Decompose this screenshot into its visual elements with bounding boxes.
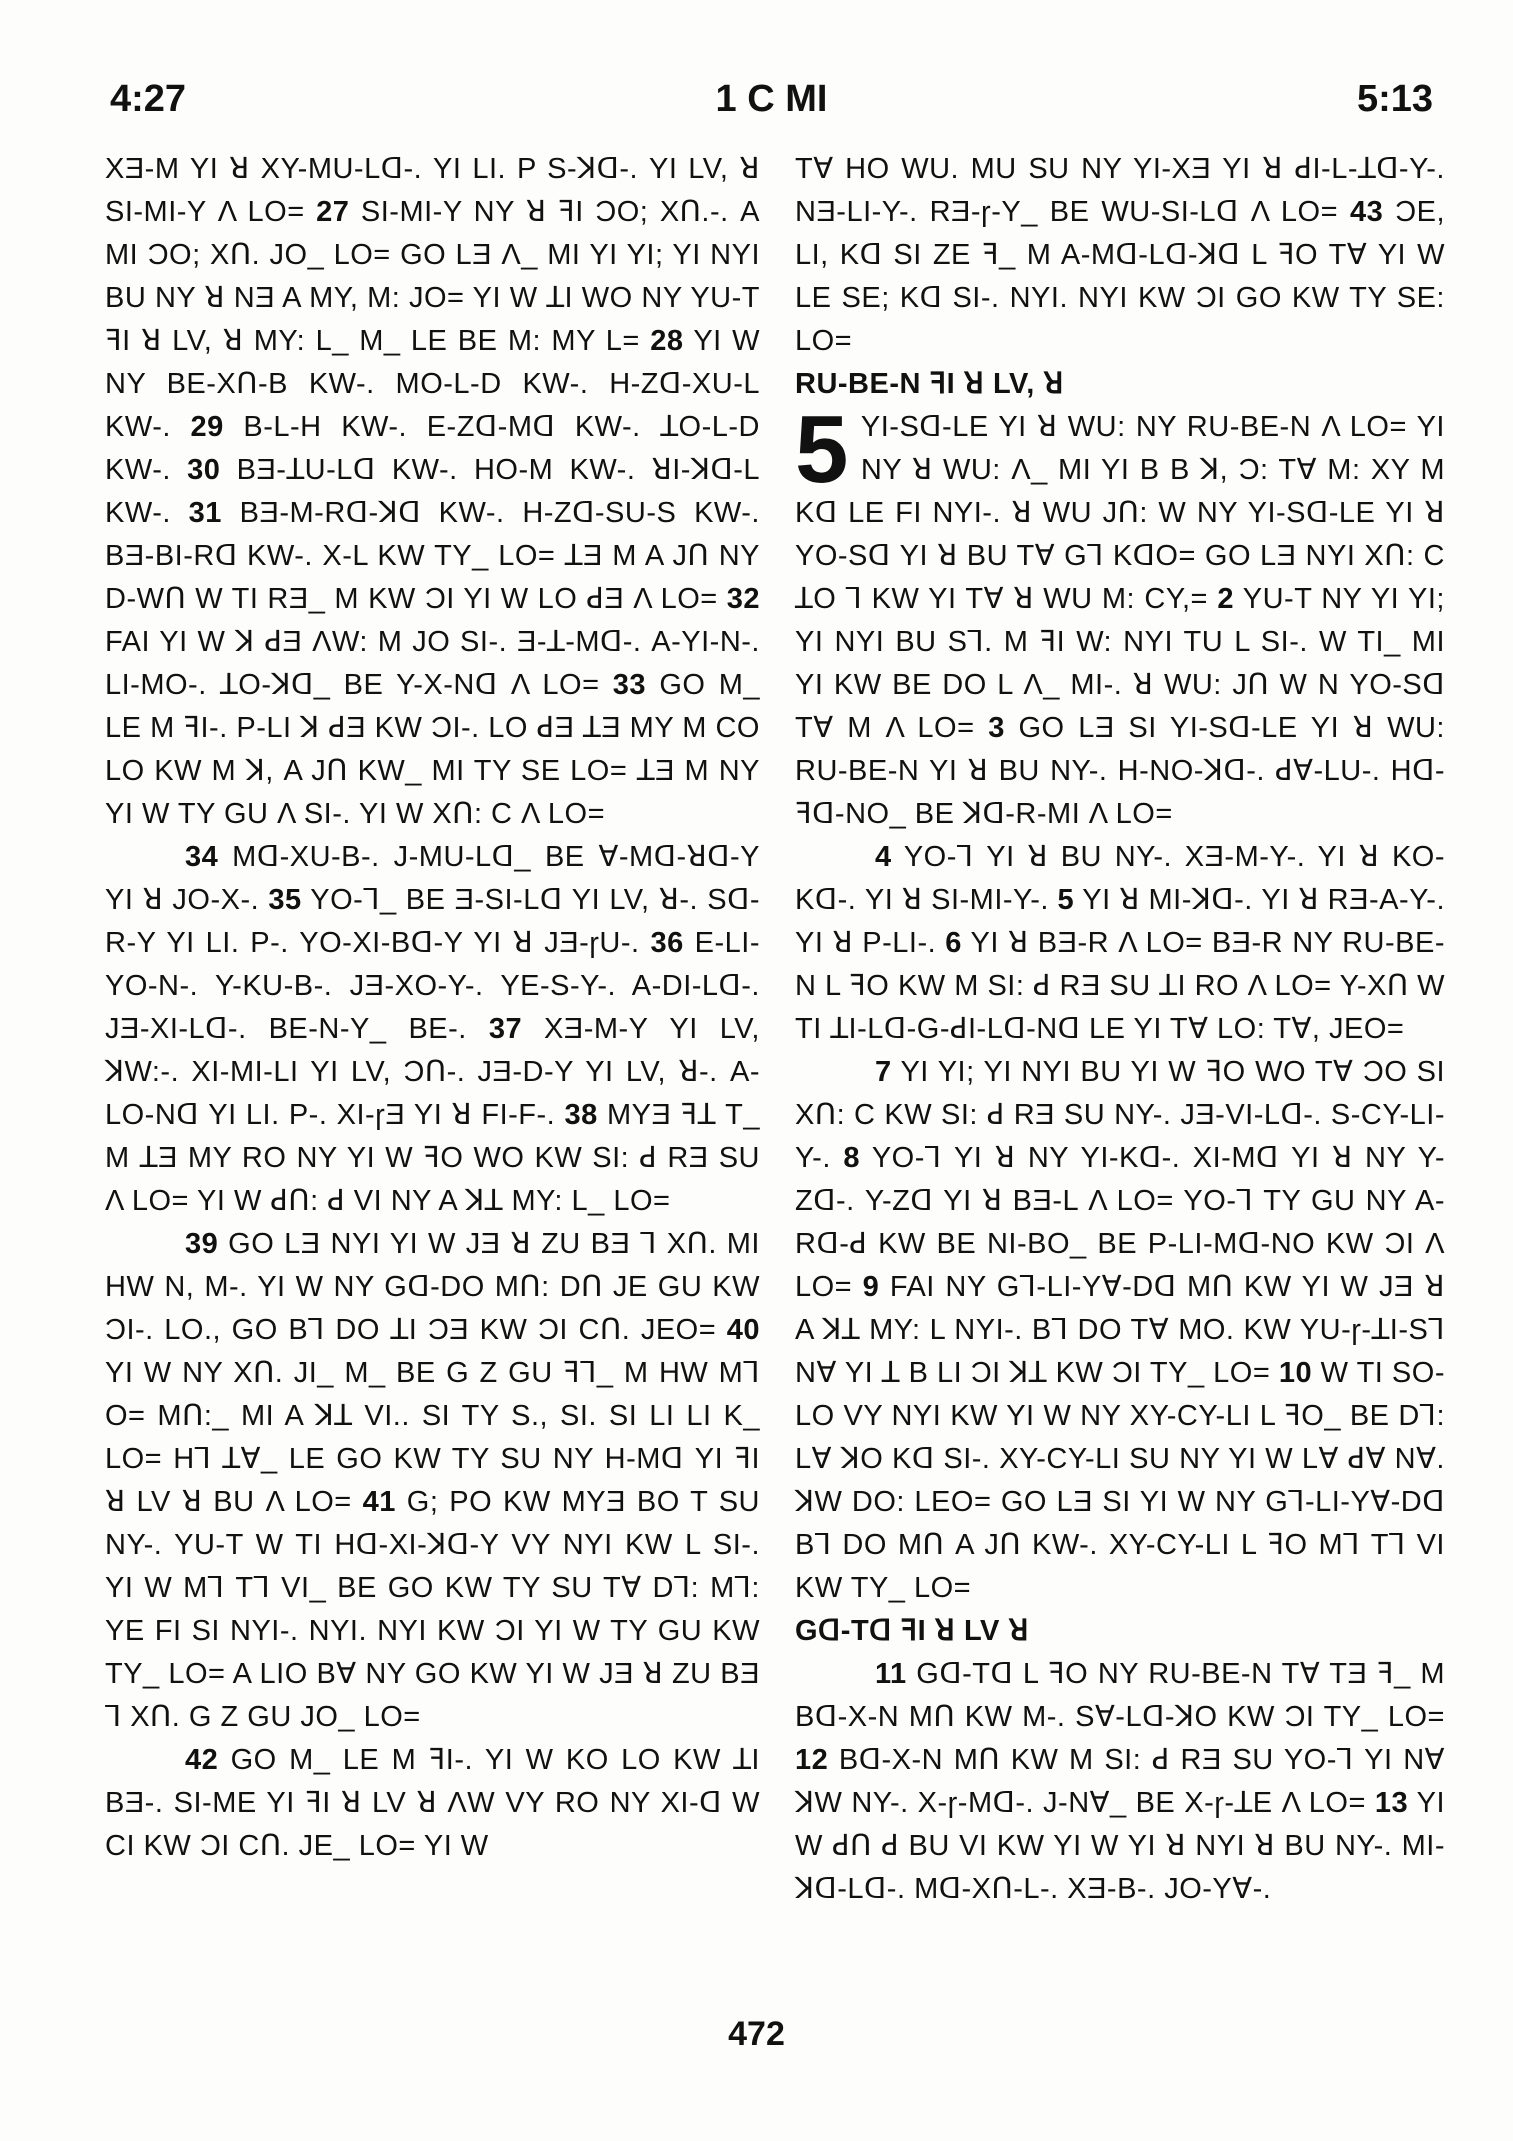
verse-number: 30 (187, 454, 221, 486)
verse-number: 36 (650, 927, 684, 959)
verse-number: 35 (268, 884, 302, 916)
paragraph: 11 Gꓷ-Tꓷ L ꟻO NY RU-BE-N T∀ TƎ ꟻ_ M Bꓷ-X-N MՈ KW M-. S∀-Lꓷ-ꓘO KW ƆI TY_ LO= 12 Bꓷ-X-N MՈ KW M SI: ꓒ RƎ SU YO-ꓶ YI N∀ ꓘW NY-. X-ɼ-Mꓷ-. J-N∀_ BE X-ɼ-ꓕE Λ LO= 13 YI W ꓒՈ ꓒ BU VI KW YI W YI ꓤ NYI ꓤ BU NY-. MI-ꓘꓷ-Lꓷ-. Mꓷ-XՈ-L-. XƎ-B-. JO-Y∀-. (795, 1658, 1445, 1905)
paragraph: 39 GO LƎ NYI YI W JƎ ꓤ ZU BƎ ꓶ XՈ. MI HW N, M-. YI W NY Gꓷ-DO MՈ: DՈ JE GU KW ƆI-. LO., GO Bꓶ DO ꓕI ƆƎ KW ƆI CՈ. JEO= 40 YI W NY XՈ. JI_ M_ BE G Z GU ꟻꓶ_ M HW Mꓶ O= MՈ:_ MI A ꓘꓕ VI.. SI TY S., SI. SI LI LI K_ LO= Hꓶ ꓕ∀_ LE GO KW TY SU NY H-Mꓷ YI ꟻI ꓤ LV ꓤ BU Λ LO= 41 G; PO KW MYƎ BO T SU NY-. YU-T W TI Hꓷ-XI-ꓘꓷ-Y VY NYI KW L SI-. YI W Mꓶ Tꓶ VI_ BE GO KW TY SU T∀ Dꓶ: Mꓶ: YE FI SI NYI-. NYI. NYI KW ƆI YI W TY GU KW TY_ LO= A LIO B∀ NY GO KW YI W JƎ ꓤ ZU BƎ ꓶ XՈ. G Z GU JO_ LO= (105, 1228, 760, 1733)
page-header (110, 78, 1433, 128)
verse-number: 6 (945, 927, 962, 959)
verse-number: 40 (726, 1314, 760, 1346)
paragraph: 7 YI YI; YI NYI BU YI W ꟻO WO T∀ ƆO SI XՈ: C KW SI: ꓒ RƎ SU NY-. JƎ-VI-Lꓷ-. S-CY-LI-Y-. 8 YO-ꓶ YI ꓤ NY YI-Kꓷ-. XI-Mꓷ YI ꓤ NY Y-Zꓷ-. Y-Zꓷ YI ꓤ BƎ-L Λ LO= YO-ꓶ TY GU NY A-Rꓷ-ꓒ KW BE NI-BO_ BE P-LI-Mꓷ-NO KW ƆI Λ LO= 9 FAI NY Gꓶ-LI-Y∀-Dꓷ MՈ KW YI W JƎ ꓤ A ꓘꓕ MY: L NYI-. Bꓶ DO T∀ MO. KW YU-ɼ-ꓕI-Sꓶ N∀ YI ꓕ B LI ƆI ꓘꓕ KW ƆI TY_ LO= 10 W TI SO-LO VY NYI KW YI W NY XY-CY-LI L ꟻO_ BE Dꓶ: L∀ ꓘO Kꓷ SI-. XY-CY-LI SU NY YI W L∀ ꓒ∀ N∀. ꓘW DO: LEO= GO LƎ SI YI W NY Gꓶ-LI-Y∀-Dꓷ Bꓶ DO MՈ A JՈ KW-. XY-CY-LI L ꟻO Mꓶ Tꓶ VI KW TY_ LO= (795, 1056, 1445, 1604)
verse-number: 12 (795, 1744, 829, 1776)
left-column (105, 148, 760, 1868)
verse-number: 13 (1374, 1787, 1409, 1819)
verse-number: 5 (1057, 884, 1075, 916)
verse-number: 39 (185, 1228, 219, 1260)
verse-number: 33 (612, 669, 647, 701)
verse-number: 8 (843, 1142, 860, 1174)
verse-number: 27 (316, 196, 350, 228)
paragraph: T∀ HO WU. MU SU NY YI-XƎ YI ꓤ ꓒI-L-ꓕꓷ-Y-. NƎ-LI-Y-. RƎ-ɼ-Y_ BE WU-SI-Lꓷ Λ LO= 43 ƆE, LI, Kꓷ SI ZE ꟻ_ M A-Mꓷ-Lꓷ-ꓘꓷ L ꟻO T∀ YI W LE SE; Kꓷ SI-. NYI. NYI KW ƆI GO KW TY SE: LO= (795, 153, 1446, 357)
chapter-verse-start: 4:27 (110, 78, 187, 120)
verse-number: 2 (1217, 583, 1234, 615)
verse-number: 43 (1349, 196, 1384, 228)
chapter-paragraph: 5 YI-Sꓷ-LE YI ꓤ WU: NY RU-BE-N Λ LO= YI NY ꓤ WU: Λ_ MI YI B B ꓘ, Ɔ: T∀ M: XY M Kꓷ LE FI NYI-. ꓤ WU JՈ: W NY YI-Sꓷ-LE YI ꓤ YO-Sꓷ YI ꓤ BU T∀ Gꓶ KꓷO= GO LƎ NYI XՈ: C ꓕO ꓶ KW YI T∀ ꓤ WU M: CY,= 2 YU-T NY YI YI; YI NYI BU Sꓶ. M ꟻI W: NYI TU L SI-. W TI_ MI YI KW BE DO L Λ_ MI-. ꓤ WU: JՈ W N YO-Sꓷ T∀ M Λ LO= 3 GO LƎ SI YI-Sꓷ-LE YI ꓤ WU: RU-BE-N YI ꓤ BU NY-. H-NO-ꓘꓷ-. ꓒ∀-LU-. Hꓷ-ꟻꓷ-NO_ BE ꓘꓷ-R-MI Λ LO= (795, 396, 1445, 830)
verse-number: 10 (1278, 1357, 1313, 1389)
paragraph: XƎ-M YI ꓤ XY-MU-Lꓷ-. YI LI. P S-ꓘꓷ-. YI LV, ꓤ SI-MI-Y Λ LO= 27 SI-MI-Y NY ꓤ ꟻI ƆO; XՈ.-. A MI ƆO; XՈ. JO_ LO= GO LƎ Λ_ MI YI YI; YI NYI BU NY ꓤ NƎ A MY, M: JO= YI W ꓕI WO NY YU-T ꟻI ꓤ LV, ꓤ MY: L_ M_ LE BE M: MY L= 28 YI W NY BE-XՈ-B KW-. MO-L-D KW-. H-Zꓷ-XU-L KW-. 29 B-L-H KW-. E-Zꓷ-Mꓷ KW-. ꓕO-L-D KW-. 30 BƎ-ꓕU-Lꓷ KW-. HO-M KW-. ꓤI-ꓘꓷ-L KW-. 31 BƎ-M-Rꓷ-ꓘꓷ KW-. H-Zꓷ-SU-S KW-. BƎ-BI-Rꓷ KW-. X-L KW TY_ LO= ꓕƎ M A JՈ NY D-WՈ W TI RƎ_ M KW ƆI YI W LO ꓒƎ Λ LO= 32 FAI YI W ꓘ ꓒƎ ΛW: M JO SI-. Ǝ-ꓕ-Mꓷ-. A-YI-N-. LI-MO-. ꓕO-ꓘꓷ_ BE Y-X-Nꓷ Λ LO= 33 GO M_ LE M ꟻI-. P-LI ꓘ ꓒƎ KW ƆI-. LO ꓒƎ ꓕƎ MY M CO LO KW M ꓘ, A JՈ KW_ MI TY SE LO= ꓕƎ M NY YI W TY GU Λ SI-. YI W XՈ: C Λ LO= (105, 153, 761, 830)
paragraph: 4 YO-ꓶ YI ꓤ BU NY-. XƎ-M-Y-. YI ꓤ KO-Kꓷ-. YI ꓤ SI-MI-Y-. 5 YI ꓤ MI-ꓘꓷ-. YI ꓤ RƎ-A-Y-. YI ꓤ P-LI-. 6 YI ꓤ BƎ-R Λ LO= BƎ-R NY RU-BE-N L ꟻO KW M SI: ꓒ RƎ SU ꓕI RO Λ LO= Y-XՈ W TI ꓕI-Lꓷ-G-ꓒI-Lꓷ-Nꓷ LE YI T∀ LO: T∀, JEO= (795, 841, 1445, 1045)
verse-number: 38 (564, 1099, 598, 1131)
right-column (795, 148, 1445, 1911)
verse-number: 3 (988, 712, 1005, 744)
verse-number: 29 (190, 411, 224, 443)
chapter-number: 5 (795, 396, 849, 503)
verse-number: 11 (875, 1658, 907, 1690)
verse-number: 42 (185, 1744, 219, 1776)
verse-number: 37 (488, 1013, 523, 1045)
paragraph: 34 Mꓷ-XU-B-. J-MU-Lꓷ_ BE ∀-Mꓷ-ꓤꓷ-Y YI ꓤ JO-X-. 35 YO-ꓶ_ BE Ǝ-SI-Lꓷ YI LV, ꓤ-. Sꓷ-R-Y YI LI. P-. YO-XI-Bꓷ-Y YI ꓤ JƎ-ɼU-. 36 E-LI-YO-N-. Y-KU-B-. JƎ-XO-Y-. YE-S-Y-. A-DI-Lꓷ-. JƎ-XI-Lꓷ-. BE-N-Y_ BE-. 37 XƎ-M-Y YI LV, ꓘW:-. XI-MI-LI YI LV, ƆՈ-. JƎ-D-Y YI LV, ꓤ-. A-LO-Nꓷ YI LI. P-. XI-ɼƎ YI ꓤ FI-F-. 38 MYƎ ꟻꓕ T_ M ꓕƎ MY RO NY YI W ꟻO WO KW SI: ꓒ RƎ SU Λ LO= YI W ꓒՈ: ꓒ VI NY A ꓘꓕ MY: L_ LO= (105, 841, 761, 1217)
verse-number: 41 (362, 1486, 396, 1518)
verse-number: 7 (875, 1056, 892, 1088)
paragraph: 42 GO M_ LE M ꟻI-. YI W KO LO KW ꓕI BƎ-. SI-ME YI ꟻI ꓤ LV ꓤ ΛW VY RO NY XI-ꓷ W CI KW ƆI CՈ. JE_ LO= YI W (105, 1744, 760, 1862)
book-title: 1 C MI (715, 78, 828, 120)
verse-number: 4 (875, 841, 892, 873)
verse-number: 34 (185, 841, 219, 873)
verse-number: 28 (650, 325, 684, 357)
section-heading: RU-BE-N ꟻI ꓤ LV, ꓤ (795, 368, 1064, 400)
verse-number: 31 (188, 497, 222, 529)
verse-number: 32 (726, 583, 760, 615)
chapter-verse-end: 5:13 (1356, 78, 1433, 120)
verse-number: 9 (862, 1271, 880, 1303)
page-number: 472 (728, 2015, 785, 2053)
section-heading: Gꓷ-Tꓷ ꟻI ꓤ LV ꓤ (795, 1615, 1030, 1647)
